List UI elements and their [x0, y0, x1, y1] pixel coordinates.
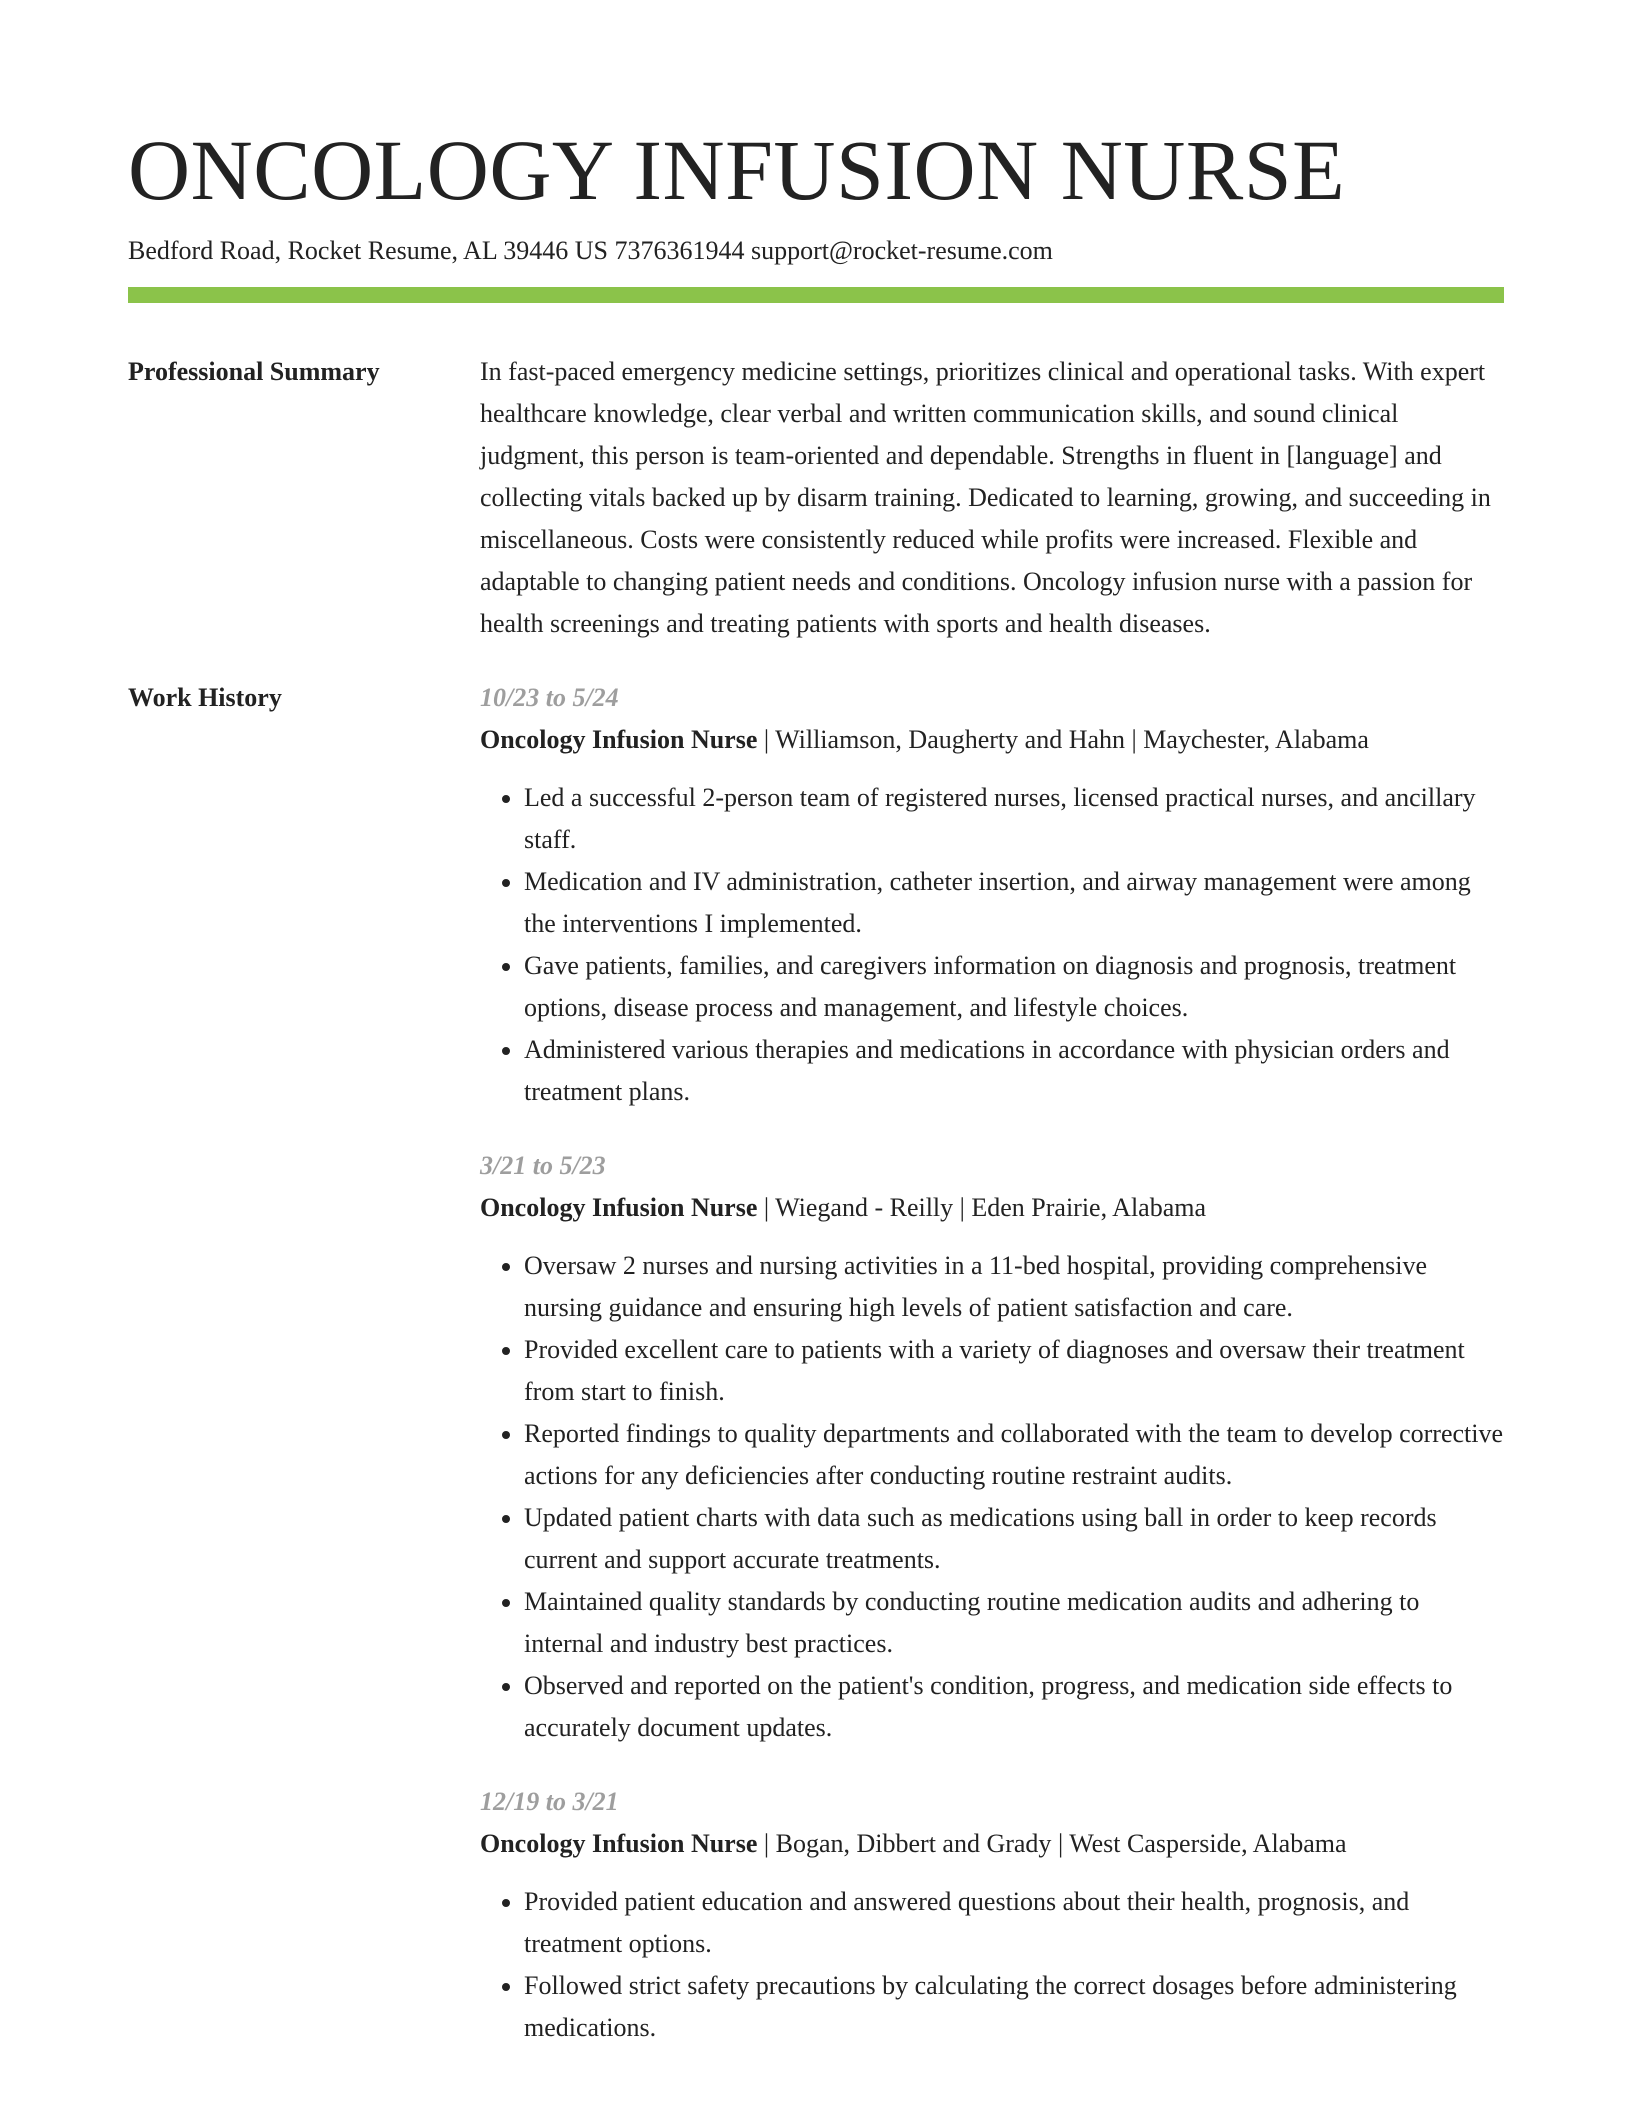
job-entry	[480, 1781, 1504, 2049]
contact-line	[128, 234, 1504, 268]
job-bullet: • Maintained quality standards by conducting routine medication audits and adhering to internal and industry best practices.	[524, 1581, 1504, 1665]
job-title-line	[480, 1187, 1504, 1229]
resume-page	[128, 0, 1504, 2049]
contact-address: Bedford Road, Rocket Resume, AL 39446 US	[128, 236, 608, 265]
job-bullet: • Provided patient education and answered questions about their health, prognosis, and treatment options.	[524, 1881, 1504, 1965]
job-location: Maychester, Alabama	[1143, 725, 1369, 754]
job-bullet: • Reported findings to quality departments and collaborated with the team to develop corrective actions for any deficiencies after conducting routine restraint audits.	[524, 1413, 1504, 1497]
job-entry	[480, 677, 1504, 1113]
job-dates: 12/19 to 3/21	[480, 1787, 619, 1816]
job-dates: 3/21 to 5/23	[480, 1151, 606, 1180]
section-label-summary: Professional Summary	[128, 357, 380, 386]
job-bullet: • Observed and reported on the patient's condition, progress, and medication side effects to accurately document updates.	[524, 1665, 1504, 1749]
job-company: Bogan, Dibbert and Grady	[775, 1829, 1052, 1858]
job-bullet: • Provided excellent care to patients with a variety of diagnoses and oversaw their treatment from start to finish.	[524, 1329, 1504, 1413]
job-bullet: • Gave patients, families, and caregivers information on diagnosis and prognosis, treatment options, disease process and management, and lifestyle choices.	[524, 945, 1504, 1029]
job-separator: |	[757, 1193, 776, 1222]
job-bullet-list	[480, 1245, 1504, 1749]
work-history-body	[480, 677, 1504, 2049]
job-bullet: • Updated patient charts with data such as medications using ball in order to keep records current and support accurate treatments.	[524, 1497, 1504, 1581]
professional-summary-section	[128, 351, 1504, 645]
job-bullet: • Led a successful 2-person team of registered nurses, licensed practical nurses, and ancillary staff.	[524, 777, 1504, 861]
job-entry	[480, 1145, 1504, 1749]
job-dates: 10/23 to 5/24	[480, 683, 619, 712]
resume-name: ONCOLOGY INFUSION NURSE	[128, 122, 1346, 218]
job-title-line	[480, 719, 1504, 761]
job-title: Oncology Infusion Nurse	[480, 725, 758, 754]
header-divider	[128, 287, 1504, 303]
summary-text: In fast-paced emergency medicine settings, prioritizes clinical and operational tasks. With expert healthcare knowledge, clear verbal and written communication skills, and sound clinical judgment, this person is team-oriented and dependable. Strengths in fluent in [language] and collecting vitals backed up by disarm training. Dedicated to learning, growing, and succeeding in miscellaneous. Costs were consistently reduced while profits were increased. Flexible and adaptable to changing patient needs and conditions. Oncology infusion nurse with a passion for health screenings and treating patients with sports and health diseases.	[480, 357, 1491, 638]
work-history-section	[128, 677, 1504, 2049]
job-separator: |	[757, 1829, 776, 1858]
contact-email: support@rocket-resume.com	[750, 236, 1053, 265]
job-location: Eden Prairie, Alabama	[971, 1193, 1207, 1222]
job-title-line	[480, 1823, 1504, 1865]
job-location: West Casperside, Alabama	[1069, 1829, 1347, 1858]
job-title: Oncology Infusion Nurse	[480, 1193, 758, 1222]
job-bullet-list	[480, 1881, 1504, 2049]
job-bullet: • Followed strict safety precautions by calculating the correct dosages before administering medications.	[524, 1965, 1504, 2049]
job-company: Wiegand - Reilly	[775, 1193, 954, 1222]
job-bullet: • Administered various therapies and medications in accordance with physician orders and treatment plans.	[524, 1029, 1504, 1113]
job-title: Oncology Infusion Nurse	[480, 1829, 758, 1858]
job-separator: |	[1051, 1829, 1070, 1858]
section-label-work-history: Work History	[128, 683, 282, 712]
job-bullet: • Medication and IV administration, catheter insertion, and airway management were among the interventions I implemented.	[524, 861, 1504, 945]
job-separator: |	[757, 725, 776, 754]
job-bullet-list	[480, 777, 1504, 1113]
job-separator: |	[1125, 725, 1144, 754]
job-company: Williamson, Daugherty and Hahn	[775, 725, 1126, 754]
job-bullet: • Oversaw 2 nurses and nursing activities in a 11-bed hospital, providing comprehensive nursing guidance and ensuring high levels of patient satisfaction and care.	[524, 1245, 1504, 1329]
summary-body	[480, 351, 1504, 645]
contact-phone: 7376361944	[614, 236, 745, 265]
job-separator: |	[953, 1193, 972, 1222]
